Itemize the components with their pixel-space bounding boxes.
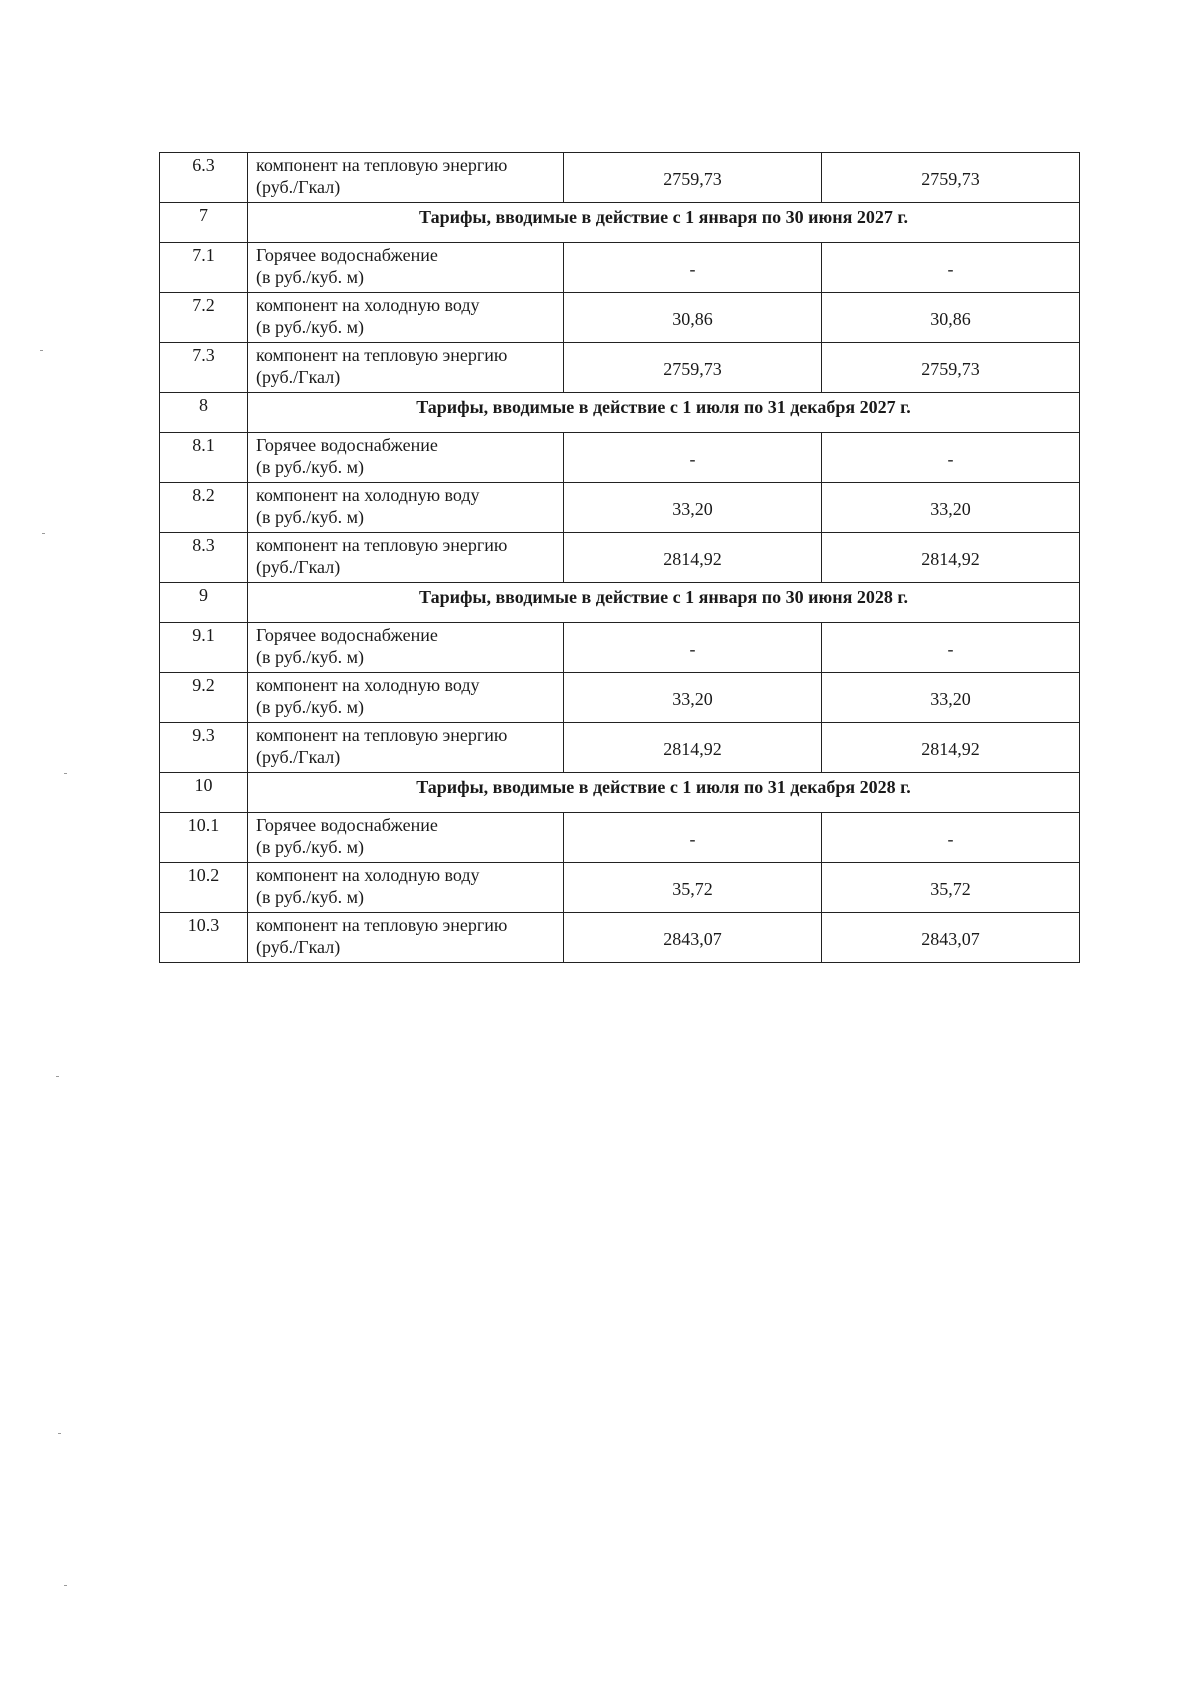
description-line: (в руб./куб. м): [256, 317, 364, 337]
row-number: 8.3: [160, 533, 248, 583]
row-description: [248, 343, 564, 393]
table-row: [160, 623, 1080, 673]
description-line: (руб./Гкал): [256, 177, 341, 197]
row-description: [248, 863, 564, 913]
description-line: Горячее водоснабжение: [256, 815, 438, 835]
description-line: Горячее водоснабжение: [256, 245, 438, 265]
description-line: компонент на тепловую энергию: [256, 725, 508, 745]
table-row: [160, 723, 1080, 773]
description-line: (в руб./куб. м): [256, 647, 364, 667]
row-description: [248, 673, 564, 723]
row-number: 10.1: [160, 813, 248, 863]
row-number: 7.2: [160, 293, 248, 343]
row-description: [248, 813, 564, 863]
description-line: (в руб./куб. м): [256, 887, 364, 907]
description-line: компонент на тепловую энергию: [256, 345, 508, 365]
description-line: Горячее водоснабжение: [256, 625, 438, 645]
section-number: 8: [160, 393, 248, 433]
section-header-row: [160, 393, 1080, 433]
section-number: 10: [160, 773, 248, 813]
tariff-value-col2: -: [822, 243, 1080, 293]
section-header-row: [160, 203, 1080, 243]
scan-mark: [64, 773, 67, 774]
scan-mark: [40, 350, 43, 351]
tariff-value-col1: 30,86: [564, 293, 822, 343]
row-description: [248, 913, 564, 963]
description-line: (руб./Гкал): [256, 367, 341, 387]
table-row: [160, 863, 1080, 913]
table-row: [160, 483, 1080, 533]
description-line: (руб./Гкал): [256, 557, 341, 577]
description-line: компонент на тепловую энергию: [256, 535, 508, 555]
row-description: [248, 433, 564, 483]
tariff-value-col2: 2814,92: [822, 723, 1080, 773]
scan-mark: [56, 1076, 59, 1077]
tariff-value-col2: -: [822, 813, 1080, 863]
tariff-value-col2: 2759,73: [822, 153, 1080, 203]
tariff-value-col1: -: [564, 623, 822, 673]
scan-mark: [58, 1433, 61, 1434]
description-line: (в руб./куб. м): [256, 837, 364, 857]
tariff-value-col1: 33,20: [564, 483, 822, 533]
tariff-value-col1: 2759,73: [564, 343, 822, 393]
row-description: [248, 243, 564, 293]
table-row: [160, 673, 1080, 723]
tariff-value-col2: 35,72: [822, 863, 1080, 913]
tariff-value-col2: 33,20: [822, 673, 1080, 723]
section-number: 7: [160, 203, 248, 243]
description-line: (в руб./куб. м): [256, 507, 364, 527]
row-number: 10.3: [160, 913, 248, 963]
row-number: 9.3: [160, 723, 248, 773]
row-description: [248, 723, 564, 773]
section-title: Тарифы, вводимые в действие с 1 июля по 31 декабря 2028 г.: [248, 773, 1080, 813]
table-row: [160, 243, 1080, 293]
scan-mark: [64, 1585, 67, 1586]
tariff-value-col2: 33,20: [822, 483, 1080, 533]
description-line: (в руб./куб. м): [256, 697, 364, 717]
tariff-value-col1: 2759,73: [564, 153, 822, 203]
description-line: компонент на холодную воду: [256, 865, 480, 885]
tariff-value-col2: 30,86: [822, 293, 1080, 343]
tariff-value-col2: 2759,73: [822, 343, 1080, 393]
tariff-value-col1: -: [564, 243, 822, 293]
table-row: [160, 913, 1080, 963]
description-line: компонент на тепловую энергию: [256, 155, 508, 175]
row-description: [248, 533, 564, 583]
table-row: [160, 433, 1080, 483]
row-description: [248, 293, 564, 343]
table-row: [160, 343, 1080, 393]
row-description: [248, 483, 564, 533]
row-number: 10.2: [160, 863, 248, 913]
table-row: [160, 293, 1080, 343]
scan-mark: [42, 533, 45, 534]
tariff-value-col1: -: [564, 813, 822, 863]
section-title: Тарифы, вводимые в действие с 1 января по 30 июня 2028 г.: [248, 583, 1080, 623]
section-title: Тарифы, вводимые в действие с 1 июля по 31 декабря 2027 г.: [248, 393, 1080, 433]
description-line: Горячее водоснабжение: [256, 435, 438, 455]
section-header-row: [160, 583, 1080, 623]
row-number: 7.1: [160, 243, 248, 293]
tariff-value-col1: 33,20: [564, 673, 822, 723]
row-description: [248, 153, 564, 203]
table-row: [160, 153, 1080, 203]
description-line: компонент на холодную воду: [256, 295, 480, 315]
row-number: 9.2: [160, 673, 248, 723]
row-number: 7.3: [160, 343, 248, 393]
tariff-value-col1: 35,72: [564, 863, 822, 913]
description-line: (руб./Гкал): [256, 937, 341, 957]
tariff-value-col2: -: [822, 433, 1080, 483]
section-title: Тарифы, вводимые в действие с 1 января по 30 июня 2027 г.: [248, 203, 1080, 243]
tariff-value-col1: -: [564, 433, 822, 483]
row-description: [248, 623, 564, 673]
table-row: [160, 533, 1080, 583]
tariff-value-col1: 2814,92: [564, 533, 822, 583]
tariff-table: [159, 152, 1080, 963]
description-line: (руб./Гкал): [256, 747, 341, 767]
row-number: 8.1: [160, 433, 248, 483]
section-number: 9: [160, 583, 248, 623]
tariff-value-col2: 2814,92: [822, 533, 1080, 583]
row-number: 8.2: [160, 483, 248, 533]
description-line: компонент на холодную воду: [256, 485, 480, 505]
row-number: 9.1: [160, 623, 248, 673]
table-row: [160, 813, 1080, 863]
description-line: компонент на холодную воду: [256, 675, 480, 695]
description-line: компонент на тепловую энергию: [256, 915, 508, 935]
tariff-value-col1: 2814,92: [564, 723, 822, 773]
tariff-value-col1: 2843,07: [564, 913, 822, 963]
section-header-row: [160, 773, 1080, 813]
description-line: (в руб./куб. м): [256, 457, 364, 477]
tariff-value-col2: -: [822, 623, 1080, 673]
description-line: (в руб./куб. м): [256, 267, 364, 287]
row-number: 6.3: [160, 153, 248, 203]
tariff-table-body: [160, 153, 1080, 963]
tariff-value-col2: 2843,07: [822, 913, 1080, 963]
